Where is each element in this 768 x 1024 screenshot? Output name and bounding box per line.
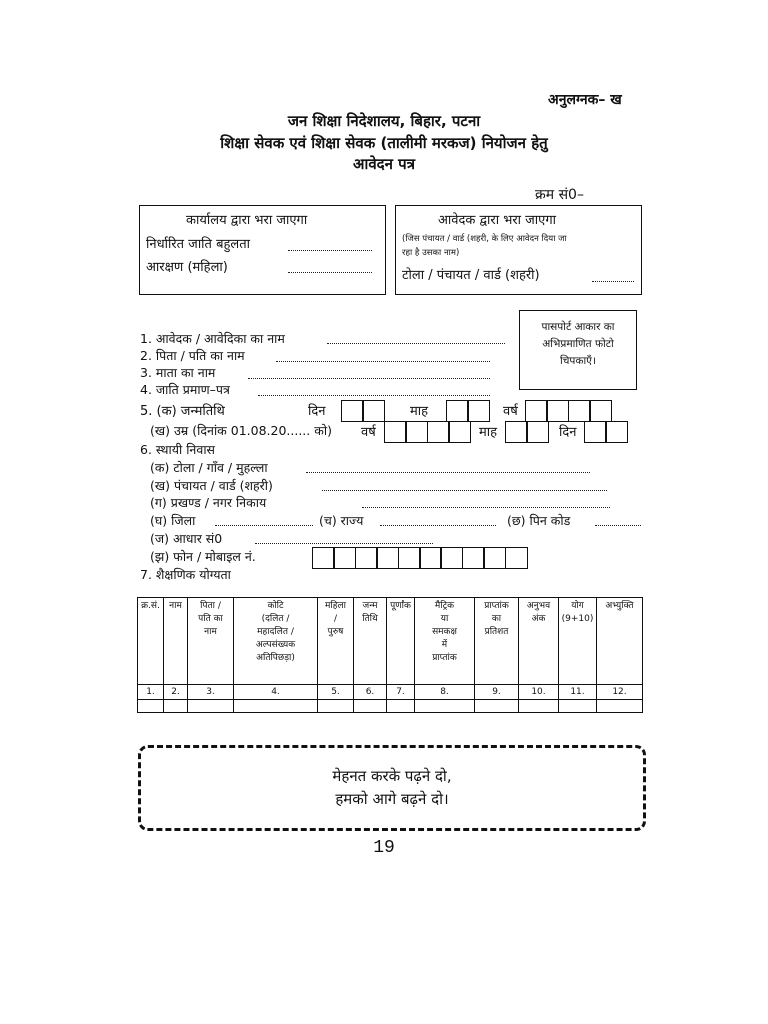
col-number: 2.	[164, 685, 188, 700]
table-cell[interactable]	[234, 700, 318, 713]
state-label: (च) राज्य	[319, 513, 364, 528]
state-field[interactable]	[380, 525, 496, 526]
photo-box-line-1: पासपोर्ट आकार का	[541, 321, 615, 333]
qualification-table	[137, 597, 643, 713]
dob-label: 5. (क) जन्मतिथि	[140, 404, 225, 419]
panchayat-ward-field[interactable]	[322, 490, 607, 491]
applicant-box-note-2: रहा है उसका नाम)	[402, 248, 460, 258]
mother-name-label: 3. माता का नाम	[140, 365, 216, 380]
tola-panchayat-ward-label: टोला / पंचायत / वार्ड (शहरी)	[402, 268, 540, 283]
age-label: (ख) उम्र (दिनांक 01.08.20...... को)	[150, 423, 332, 438]
dob-day-boxes[interactable]	[341, 400, 384, 422]
col-header-matric-marks: मैट्रिक या समकक्ष में प्राप्तांक	[415, 598, 475, 685]
office-use-box	[139, 205, 386, 295]
col-header-father-husband: पिता / पति का नाम	[188, 598, 234, 685]
age-day-label: दिन	[559, 425, 577, 440]
table-cell[interactable]	[597, 700, 643, 713]
col-header-experience: अनुभव अंक	[519, 598, 559, 685]
educational-qualification-label: 7. शैक्षणिक योग्यता	[140, 567, 231, 582]
caste-majority-label: निर्धारित जाति बहुलता	[146, 237, 251, 252]
tola-village-field[interactable]	[306, 472, 590, 473]
phone-mobile-label: (झ) फोन / मोबाइल नं.	[150, 549, 256, 564]
col-header-dob: जन्म तिथि	[354, 598, 387, 685]
applicant-name-label: 1. आवेदक / आवेदिका का नाम	[140, 331, 285, 346]
pincode-field[interactable]	[595, 525, 641, 526]
photo-box-line-3: चिपकाएँ।	[560, 355, 596, 367]
col-header-category: कोटि (दलित / महादलित / अल्पसंख्यक अतिपिछड़ा)	[234, 598, 318, 685]
table-cell[interactable]	[164, 700, 188, 713]
dob-year-boxes[interactable]	[525, 400, 611, 422]
applicant-name-field[interactable]	[327, 343, 505, 344]
col-header-gender: महिला / पुरुष	[318, 598, 354, 685]
col-header-name: नाम	[164, 598, 188, 685]
age-month-label: माह	[479, 425, 498, 440]
dob-day-label: दिन	[308, 404, 326, 419]
table-cell[interactable]	[387, 700, 415, 713]
table-cell[interactable]	[318, 700, 354, 713]
tola-panchayat-ward-field[interactable]	[592, 281, 634, 282]
caste-majority-field[interactable]	[288, 250, 372, 251]
dob-year-label: वर्ष	[503, 404, 518, 419]
caste-certificate-label: 4. जाति प्रमाण–पत्र	[140, 382, 230, 397]
col-number: 9.	[475, 685, 519, 700]
header-line-1: जन शिक्षा निदेशालय, बिहार, पटना	[287, 112, 481, 130]
motto-box	[138, 745, 646, 831]
page-number: 19	[373, 838, 395, 858]
age-day-boxes[interactable]	[584, 421, 627, 443]
dob-month-label: माह	[410, 404, 429, 419]
motto-line-1: मेहनत करके पढ़ने दो,	[332, 767, 452, 785]
mother-name-field[interactable]	[248, 378, 490, 379]
table-cell[interactable]	[559, 700, 597, 713]
pincode-label: (छ) पिन कोड	[507, 513, 571, 528]
age-year-label: वर्ष	[361, 425, 376, 440]
col-number: 7.	[387, 685, 415, 700]
tola-village-label: (क) टोला / गाँव / मुहल्ला	[150, 460, 268, 475]
aadhaar-label: (ज) आधार सं0	[150, 531, 223, 546]
col-number: 1.	[138, 685, 164, 700]
father-husband-name-field[interactable]	[276, 361, 490, 362]
table-row[interactable]	[138, 700, 643, 713]
aadhaar-field[interactable]	[255, 543, 433, 544]
panchayat-ward-label: (ख) पंचायत / वार्ड (शहरी)	[150, 478, 273, 493]
father-husband-name-label: 2. पिता / पति का नाम	[140, 348, 245, 363]
table-cell[interactable]	[138, 700, 164, 713]
block-municipality-field[interactable]	[362, 507, 610, 508]
block-municipality-label: (ग) प्रखण्ड / नगर निकाय	[150, 495, 267, 510]
col-number: 10.	[519, 685, 559, 700]
col-number: 12.	[597, 685, 643, 700]
applicant-box-title: आवेदक द्वारा भरा जाएगा	[438, 213, 557, 228]
serial-number-label: क्रम सं0–	[535, 187, 584, 203]
reservation-women-label: आरक्षण (महिला)	[146, 260, 228, 275]
motto-line-2: हमको आगे बढ़ने दो।	[335, 790, 449, 808]
photo-box-line-2: अभिप्रमाणित फोटो	[542, 338, 614, 350]
district-field[interactable]	[215, 525, 313, 526]
header-line-2: शिक्षा सेवक एवं शिक्षा सेवक (तालीमी मरकज) नियोजन हेतु	[220, 134, 548, 152]
photo-box[interactable]	[519, 310, 637, 390]
col-header-remarks: अभ्युक्ति	[597, 598, 643, 685]
dob-month-boxes[interactable]	[446, 400, 489, 422]
col-header-percentage: प्राप्तांक का प्रतिशत	[475, 598, 519, 685]
table-cell[interactable]	[519, 700, 559, 713]
header-line-3: आवेदन पत्र	[353, 155, 415, 173]
applicant-use-box	[395, 205, 642, 295]
col-number: 8.	[415, 685, 475, 700]
phone-mobile-boxes[interactable]	[312, 547, 526, 569]
applicant-box-note-1: (जिस पंचायत / वार्ड (शहरी, के लिए आवेदन दिया जा	[402, 234, 567, 244]
col-number: 3.	[188, 685, 234, 700]
col-header-total: योग (9+10)	[559, 598, 597, 685]
table-cell[interactable]	[354, 700, 387, 713]
col-header-full-marks: पूर्णांक	[387, 598, 415, 685]
col-number: 5.	[318, 685, 354, 700]
age-month-boxes[interactable]	[505, 421, 548, 443]
age-year-boxes[interactable]	[384, 421, 470, 443]
table-number-row	[138, 685, 643, 700]
col-number: 6.	[354, 685, 387, 700]
permanent-address-label: 6. स्थायी निवास	[140, 442, 216, 457]
table-cell[interactable]	[415, 700, 475, 713]
table-cell[interactable]	[475, 700, 519, 713]
district-label: (घ) जिला	[150, 513, 196, 528]
col-number: 11.	[559, 685, 597, 700]
col-number: 4.	[234, 685, 318, 700]
table-cell[interactable]	[188, 700, 234, 713]
annexure-label: अनुलग्नक– ख	[548, 92, 622, 108]
office-box-title: कार्यालय द्वारा भरा जाएगा	[186, 213, 308, 228]
col-header-serial: क्र.सं.	[138, 598, 164, 685]
table-header-row	[138, 598, 643, 685]
caste-certificate-field[interactable]	[258, 395, 490, 396]
reservation-women-field[interactable]	[288, 272, 372, 273]
